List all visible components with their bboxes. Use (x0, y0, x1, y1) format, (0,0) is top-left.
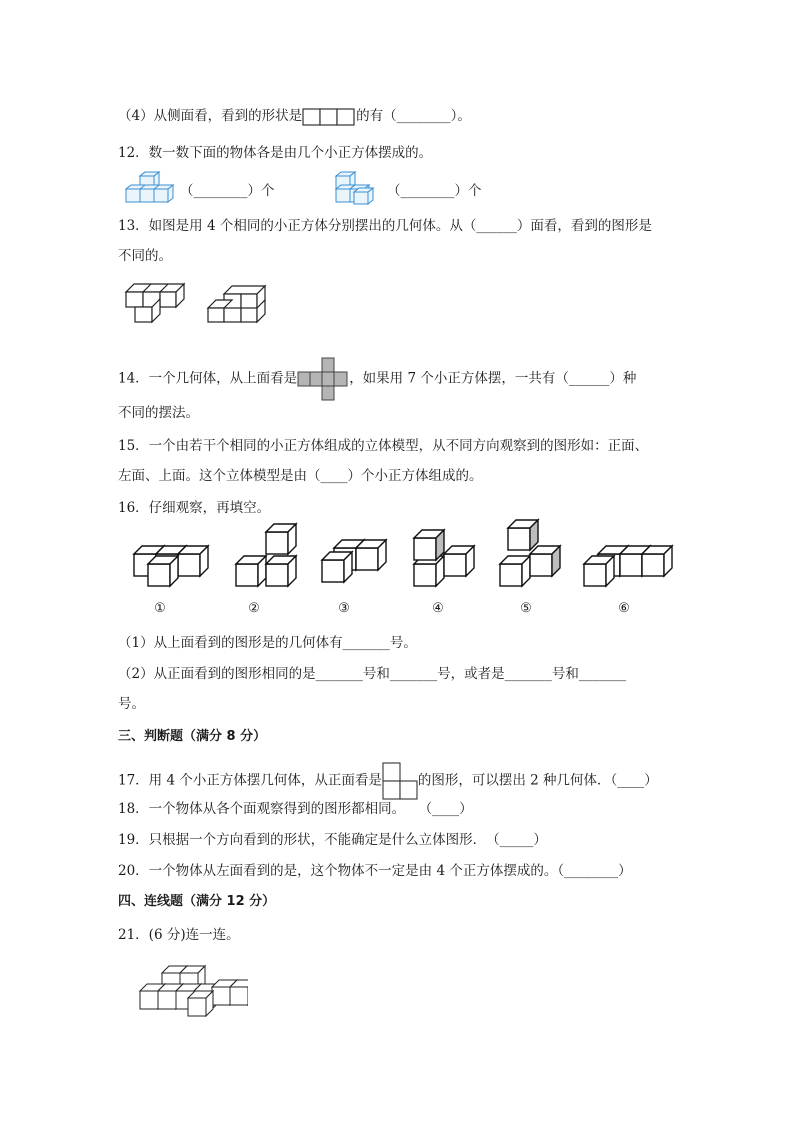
q14-line1 (118, 357, 636, 401)
q20-text: 20．一个物体从左面看到的是，这个物体不一定是由 4 个正方体摆成的。（________） (118, 863, 632, 879)
q19-text: 19．只根据一个方向看到的形状，不能确定是什么立体图形． （_____） (118, 832, 547, 848)
q11-part4-suffix: 的有（________）。 (356, 108, 471, 124)
q17-line (118, 762, 658, 800)
q14-line2: 不同的摆法。 (118, 405, 199, 421)
q14-prefix: 14．一个几何体，从上面看是 (118, 370, 298, 387)
q12-answer-a: （________）个 (180, 183, 275, 199)
q16-sub1: （1）从上面看到的图形是的几何体有_______号。 (118, 635, 417, 651)
q13-line2: 不同的。 (118, 248, 172, 264)
l-shape-front-view-icon (382, 762, 418, 800)
q16-figure-3 (322, 540, 386, 582)
q21-text: 21．(6 分)连一连。 (118, 927, 240, 943)
q15-line2: 左面、上面。这个立体模型是由（____）个小正方体组成的。 (118, 468, 483, 484)
q12-cube-figure-a (118, 170, 180, 206)
q16-figure-6 (584, 546, 672, 586)
q16-cube-figures (128, 518, 678, 590)
q16-label-1: ① (154, 601, 166, 616)
q16-label-5: ⑤ (520, 601, 532, 616)
q13-line1: 13．如图是用 4 个相同的小正方体分别摆出的几何体。从（______）面看，看到的图形是 (118, 218, 652, 234)
q17-suffix: 的图形，可以摆出 2 种几何体．（____） (417, 772, 658, 789)
q16-label-6: ⑥ (618, 601, 630, 616)
q15-line1: 15．一个由若干个相同的小正方体组成的立体模型，从不同方向观察到的图形如：正面、 (118, 438, 649, 454)
q16-label-4: ④ (432, 601, 444, 616)
q16-text: 16．仔细观察，再填空。 (118, 500, 271, 516)
q18-text: 18．一个物体从各个面观察得到的图形都相同。 （____） (118, 801, 473, 817)
q16-figure-1 (134, 546, 208, 586)
section4-title: 四、连线题（满分 12 分） (118, 894, 276, 909)
q11-part4-prefix: （4）从侧面看，看到的形状是 (118, 108, 303, 124)
q14-suffix: ，如果用 7 个小正方体摆，一共有（______）种 (349, 370, 637, 387)
q12-text: 12．数一数下面的物体各是由几个小正方体摆成的。 (118, 145, 433, 161)
q11-part4 (118, 106, 471, 126)
cross-top-view-icon (297, 357, 349, 401)
q16-sub2-end: 号。 (118, 696, 145, 712)
q16-figure-4 (414, 530, 474, 586)
q16-sub2: （2）从正面看到的图形相同的是_______号和_______号，或者是_______号和_______ (118, 666, 627, 682)
q13-cube-figures (120, 280, 275, 326)
q16-label-2: ② (248, 601, 260, 616)
q16-label-3: ③ (338, 601, 350, 616)
q17-prefix: 17．用 4 个小正方体摆几何体，从正面看是 (118, 772, 382, 789)
three-square-side-view-icon (302, 108, 356, 126)
q12-answer-b: （________）个 (387, 183, 482, 199)
q16-figure-2 (236, 524, 296, 586)
q16-figure-5 (500, 520, 560, 586)
q12-cube-figure-b (332, 170, 386, 208)
q21-cube-figure (136, 962, 248, 1018)
section3-title: 三、判断题（满分 8 分） (118, 729, 267, 744)
